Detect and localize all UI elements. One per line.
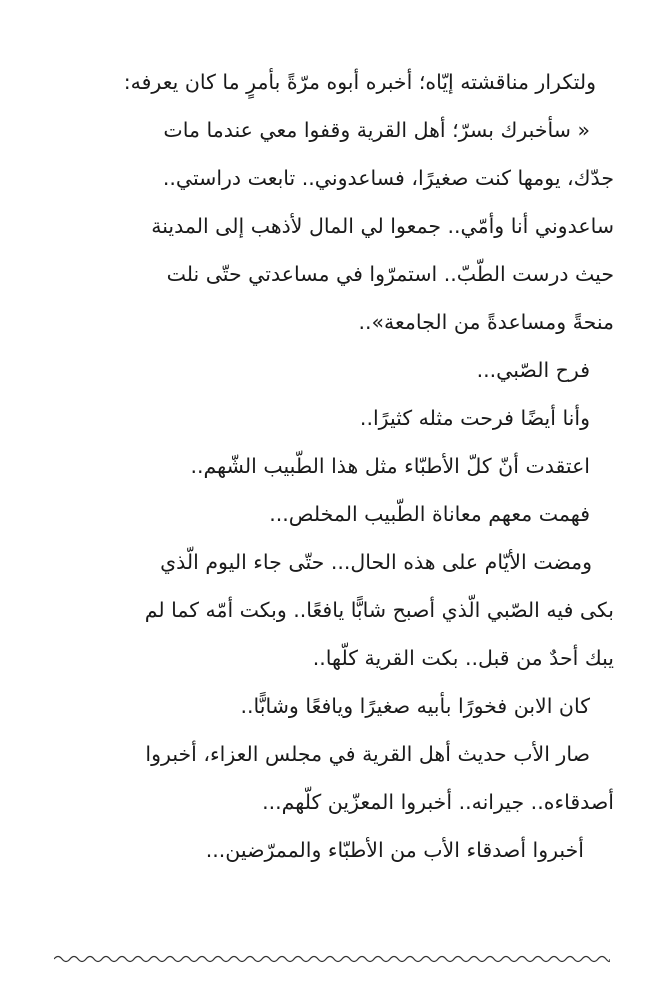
wavy-divider	[54, 952, 610, 966]
text-line: « سأخبرك بسرّ؛ أهل القرية وقفوا معي عندما مات	[163, 118, 590, 142]
text-line: منحةً ومساعدةً من الجامعة»..	[358, 310, 614, 334]
text-line: فرح الصّبي...	[476, 358, 590, 382]
text-line: حيث درست الطّبّ.. استمرّوا في مساعدتي حتّى نلت	[166, 262, 614, 286]
text-line: جدّك، يومها كنت صغيرًا، فساعدوني.. تابعت دراستي..	[162, 166, 614, 190]
text-line: ساعدوني أنا وأمّي.. جمعوا لي المال لأذهب إلى المدينة	[151, 214, 614, 238]
text-line: اعتقدت أنّ كلّ الأطبّاء مثل هذا الطّبيب الشّهم..	[190, 454, 590, 478]
text-line: أصدقاءه.. جيرانه.. أخبروا المعزّين كلّهم...	[262, 790, 614, 814]
text-line: ولتكرار مناقشته إيّاه؛ أخبره أبوه مرّةً بأمرٍ ما كان يعرفه:	[123, 70, 596, 94]
text-line: صار الأب حديث أهل القرية في مجلس العزاء، أخبروا	[145, 742, 590, 766]
page-body	[52, 58, 614, 874]
text-line: كان الابن فخورًا بأبيه صغيرًا ويافعًا وشابًّا..	[240, 694, 590, 718]
text-line: بكى فيه الصّبي الّذي أصبح شابًّا يافعًا.. وبكت أمّه كما لم	[144, 598, 614, 622]
text-line: وأنا أيضًا فرحت مثله كثيرًا..	[359, 406, 590, 430]
text-line: فهمت معهم معاناة الطّبيب المخلص...	[269, 502, 590, 526]
text-line: ومضت الأيّام على هذه الحال... حتّى جاء اليوم الّذي	[160, 550, 592, 574]
text-line: يبك أحدٌ من قبل.. بكت القرية كلّها..	[312, 646, 614, 670]
text-line: أخبروا أصدقاء الأب من الأطبّاء والممرّضين...	[205, 838, 584, 862]
